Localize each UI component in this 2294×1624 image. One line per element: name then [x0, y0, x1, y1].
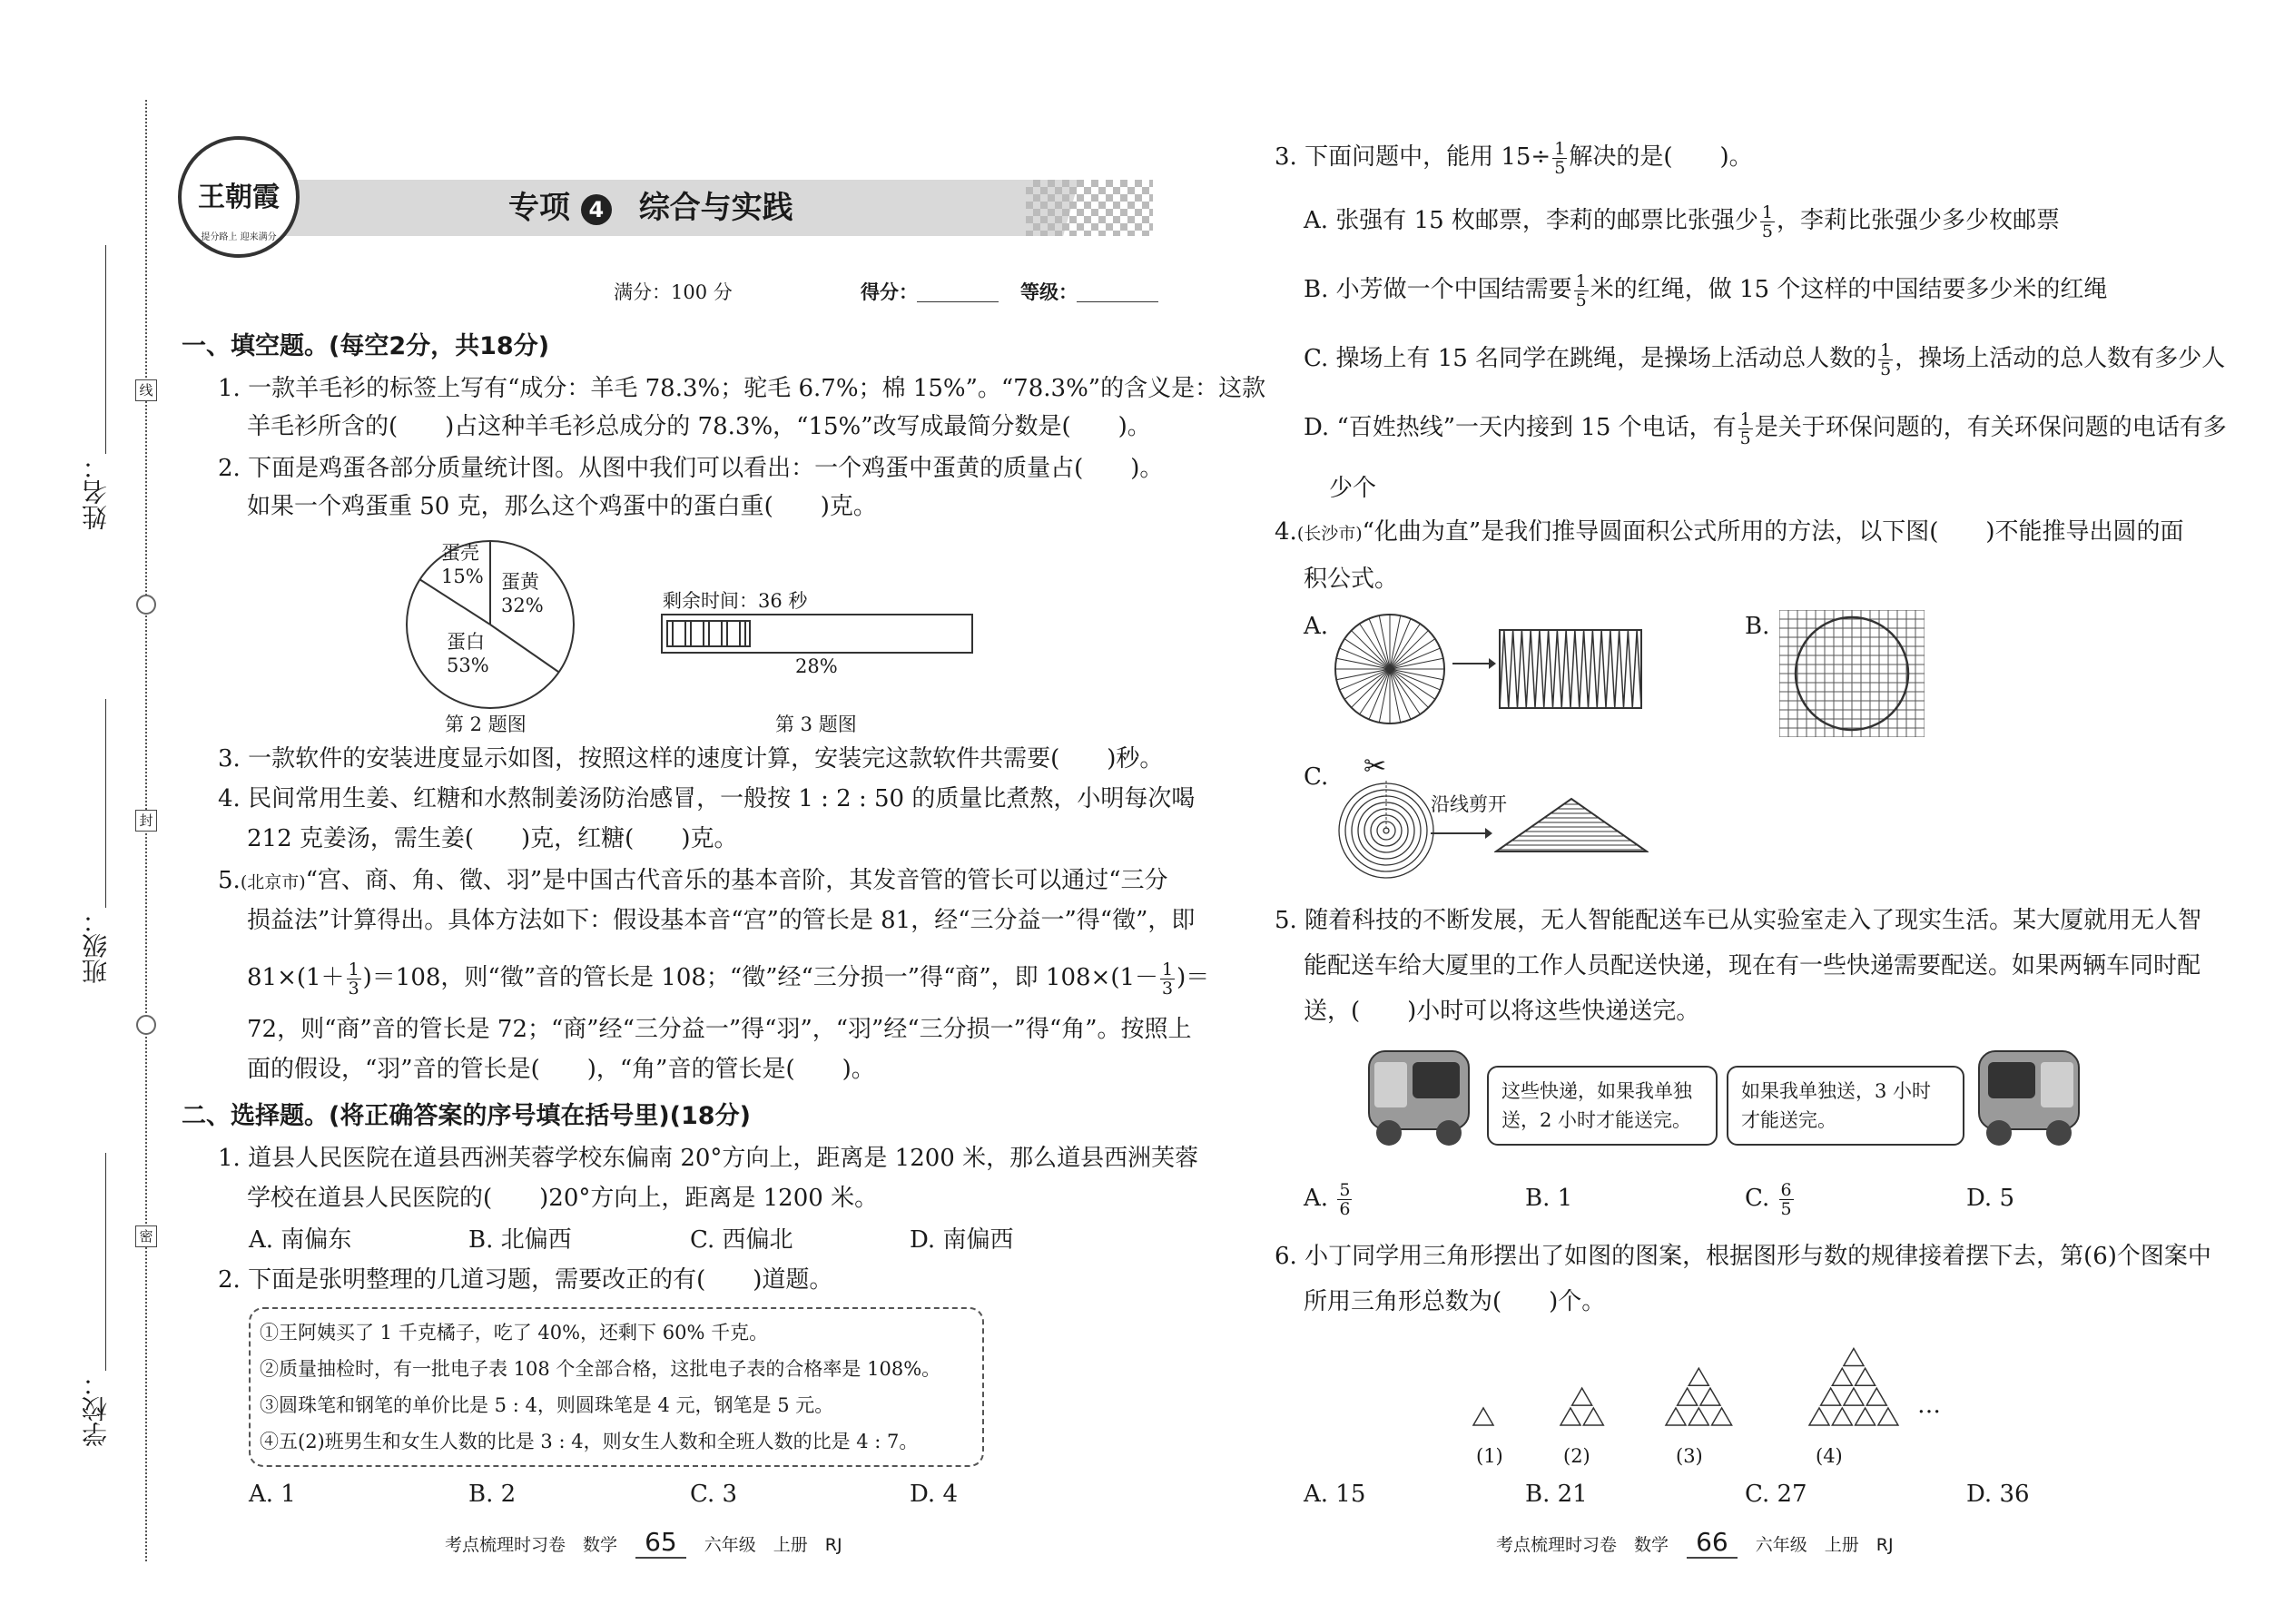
- title-prefix: 专项: [508, 190, 570, 226]
- seal-char-feng: 封: [135, 810, 157, 832]
- frac-den: 5: [1554, 157, 1566, 178]
- section1-heading: 一、填空题。(每空2分，共18分): [182, 332, 550, 360]
- logo-text: 王朝霞: [198, 182, 280, 213]
- q3-text: 3. 一款软件的安装进度显示如图，按照这样的速度计算，安装完这款软件共需要( )秒。: [218, 745, 1164, 773]
- r-q3-d-text1: D. “百姓热线”一天内接到 15 个电话，有: [1304, 414, 1737, 441]
- school-label: 学校：: [81, 1371, 111, 1447]
- c2-item-4: ④五(2)班男生和女生人数的比是 3 : 4，则女生人数和全班人数的比是 4 : 7。: [260, 1431, 919, 1452]
- pattern-triangle: [1583, 1408, 1603, 1425]
- footer-grade: 六年级 上册 RJ: [1755, 1535, 1894, 1555]
- pie-yolk-pct: 32%: [501, 595, 544, 616]
- q2-line1: 2. 下面是鸡蛋各部分质量统计图。从图中我们可以看出：一个鸡蛋中蛋黄的质量占( )。: [218, 455, 1164, 482]
- r-q4-line1: [1275, 516, 2184, 550]
- pie-yolk-label: 蛋黄: [501, 571, 539, 593]
- arrow-icon: [1451, 650, 1496, 677]
- frac-num: 1: [1739, 408, 1751, 429]
- frac-den: 3: [1162, 978, 1174, 999]
- r-q5-a-label: A.: [1304, 1185, 1329, 1212]
- q5-line3: [247, 955, 1209, 1000]
- delivery-vehicle-icon: [1968, 1042, 2086, 1151]
- r-q4-label-c[interactable]: C.: [1304, 763, 1329, 791]
- frac-num: 1: [1880, 340, 1892, 360]
- sector-line: [1390, 669, 1428, 707]
- sector-line: [1352, 669, 1390, 707]
- triangle-strips-figure: [1494, 797, 1649, 853]
- frac-den: 5: [1575, 290, 1587, 310]
- pattern-triangle: [1821, 1388, 1841, 1405]
- pattern-triangle: [1712, 1408, 1732, 1425]
- fig3-caption: 第 3 题图: [775, 714, 857, 735]
- title-banner-checker: [1026, 180, 1153, 236]
- rearranged-parallelogram-figure: [1498, 628, 1643, 710]
- r-q5-line2: 能配送车给大厦里的工作人员配送快递，现在有一些快递需要配送。如果两辆车同时配: [1304, 952, 2201, 979]
- frac-den: 3: [348, 978, 359, 999]
- r-q4-label-b[interactable]: B.: [1745, 613, 1770, 640]
- r-q3-c-text1: C. 操场上有 15 名同学在跳绳，是操场上活动总人数的: [1304, 345, 1877, 372]
- circle-sector-figure: [1331, 610, 1449, 728]
- c2-option-a[interactable]: A. 1: [249, 1481, 296, 1508]
- class-line[interactable]: [105, 699, 106, 908]
- c1-option-b[interactable]: B. 北偏西: [468, 1226, 572, 1254]
- page-number: 66: [1687, 1527, 1738, 1559]
- q1-line2: 羊毛衫所含的( )占这种羊毛衫总成分的 78.3%，“15%”改写成最简分数是( )。: [247, 413, 1151, 440]
- left-footer: [445, 1527, 842, 1559]
- r-q5-option-b[interactable]: B. 1: [1525, 1185, 1573, 1212]
- sector-line: [1352, 631, 1390, 669]
- c1-option-a[interactable]: A. 南偏东: [249, 1226, 352, 1254]
- binding-dot-icon: [136, 595, 156, 615]
- r-q3-b-text1: B. 小芳做一个中国结需要: [1304, 276, 1572, 303]
- footer-grade: 六年级 上册 RJ: [704, 1535, 842, 1555]
- c2-option-d[interactable]: D. 4: [910, 1481, 958, 1508]
- q1-line1: 1. 一款羊毛衫的标签上写有“成分：羊毛 78.3%；驼毛 6.7%；棉 15%”。“78.3%”的含义是：这款: [218, 375, 1266, 402]
- pattern-triangle: [1473, 1408, 1493, 1425]
- r-q3-option-c[interactable]: [1304, 336, 2225, 381]
- name-label: 姓名：: [81, 454, 111, 530]
- r-q3-option-a[interactable]: [1304, 198, 2060, 243]
- frac-num: 6: [1780, 1179, 1792, 1200]
- full-score: 满分：100 分: [614, 281, 733, 303]
- fraction-one-fifth: [1878, 341, 1893, 379]
- score-blank[interactable]: [917, 301, 999, 302]
- pattern-triangle: [1878, 1408, 1898, 1425]
- r-q3-b: 解决的是( )。: [1569, 143, 1753, 171]
- progress-percent: 28%: [795, 655, 838, 677]
- c1-option-d[interactable]: D. 南偏西: [910, 1226, 1014, 1254]
- pattern-ellipsis: …: [1917, 1392, 1941, 1419]
- circle-on-grid-figure: [1779, 610, 1925, 737]
- fraction-six-fifths: [1779, 1181, 1794, 1218]
- logo-badge: [178, 136, 300, 258]
- q5-l3c: )＝108，则“徵”音的管长是 108；“徵”经“三分损一”得“商”，即 108×: [362, 964, 1111, 991]
- c1-line1: 1. 道县人民医院在道县西洲芙蓉学校东偏南 20°方向上，距离是 1200 米，那么道县西洲芙蓉: [218, 1145, 1199, 1172]
- pattern-triangle: [1844, 1348, 1864, 1365]
- speech-bubble-1: [1487, 1066, 1718, 1146]
- fig2-caption: 第 2 题图: [445, 714, 527, 735]
- page-number: 65: [635, 1527, 686, 1559]
- pattern-triangle: [1572, 1388, 1592, 1405]
- fraction-one-fifth: [1760, 203, 1775, 241]
- q4-line1: 4. 民间常用生姜、红糖和水熬制姜汤防治感冒，一般按 1 : 2 : 50 的质量比煮熬，小明每次喝: [218, 785, 1196, 812]
- r-q4-number: 4.: [1275, 518, 1297, 546]
- class-label: 班级：: [81, 908, 111, 984]
- r-q6-option-d[interactable]: D. 36: [1966, 1481, 2030, 1508]
- pattern-triangle: [1832, 1368, 1852, 1385]
- frac-den: 5: [1880, 359, 1892, 379]
- pattern-triangle: [1856, 1408, 1876, 1425]
- r-q3-b-text2: 米的红绳，做 15 个这样的中国结要多少米的红绳: [1590, 276, 2108, 303]
- pattern-triangle: [1689, 1368, 1708, 1385]
- pie-shell-pct: 15%: [441, 566, 484, 587]
- c2-item-1: ①王阿姨买了 1 千克橘子，吃了 40%，还剩下 60% 千克。: [260, 1322, 769, 1343]
- r-q3-line: [1275, 134, 1753, 180]
- r-q6-line2: 所用三角形总数为( )个。: [1304, 1288, 1606, 1315]
- pie-divider: [490, 625, 558, 672]
- bubble2-line1: 如果我单独送，3 小时: [1741, 1080, 1932, 1102]
- fraction-one-fifth: [1552, 140, 1567, 177]
- frac-num: 1: [348, 959, 359, 979]
- r-q5-line1: 5. 随着科技的不断发展，无人智能配送车已从实验室走入了现实生活。某大厦就用无人智: [1275, 907, 2202, 934]
- progress-bar: [661, 614, 973, 654]
- pattern-triangle: [1809, 1408, 1829, 1425]
- r-q6-option-c[interactable]: C. 27: [1745, 1481, 1807, 1508]
- bubble2-line2: 才能送完。: [1741, 1109, 1836, 1131]
- pattern-triangle: [1856, 1368, 1876, 1385]
- section2-heading: 二、选择题。(将正确答案的序号填在括号里)(18分): [182, 1102, 751, 1130]
- frac-num: 1: [1162, 959, 1174, 979]
- concentric-circles-figure: [1336, 781, 1436, 881]
- name-line[interactable]: [105, 245, 106, 454]
- binding-dot-icon: [136, 1015, 156, 1035]
- r-q3-option-d-cont: 少个: [1329, 475, 1377, 502]
- arrow-icon: [1429, 822, 1492, 844]
- frac-den: 5: [1739, 428, 1751, 448]
- pie-white-label: 蛋白: [447, 631, 485, 653]
- r-q6-option-b[interactable]: B. 21: [1525, 1481, 1588, 1508]
- r-q3-a-text1: A. 张强有 15 枚邮票，李莉的邮票比张强少: [1304, 207, 1758, 234]
- q5-line5: 面的假设，“羽”音的管长是( )，“角”音的管长是( )。: [247, 1056, 875, 1083]
- c2-option-c[interactable]: C. 3: [690, 1481, 738, 1508]
- progress-remaining: 剩余时间：36 秒: [663, 590, 808, 612]
- q5-l3b: (1＋: [296, 964, 345, 991]
- r-q4-label-a[interactable]: A.: [1304, 613, 1329, 640]
- logo-banner: 提分路上 迎来满分: [201, 232, 277, 242]
- r-q5-option-c[interactable]: [1745, 1173, 1796, 1224]
- q5-line1-text: “宫、商、角、徵、羽”是中国古代音乐的基本音阶，其发音管的管长可以通过“三分: [305, 867, 1168, 894]
- pattern-label-2: (2): [1563, 1445, 1590, 1467]
- r-q5-option-d[interactable]: D. 5: [1966, 1185, 2014, 1212]
- right-footer: [1496, 1527, 1894, 1559]
- r-q3-c-text2: ，操场上活动的总人数有多少人: [1895, 345, 2226, 372]
- speech-bubble-2: [1727, 1066, 1964, 1146]
- sector-line: [1390, 631, 1428, 669]
- frac-num: 5: [1339, 1179, 1351, 1200]
- q5-line2: 损益法”计算得出。具体方法如下：假设基本音“宫”的管长是 81，经“三分益一”得“徵”，即: [247, 907, 1196, 934]
- fraction-one-fifth: [1738, 410, 1753, 448]
- pattern-triangle: [1666, 1408, 1686, 1425]
- title-number-badge: 4: [581, 194, 612, 225]
- q4-line2: 212 克姜汤，需生姜( )克，红糖( )克。: [247, 825, 738, 852]
- q5-l3e: )＝: [1177, 964, 1210, 991]
- seal-char-mi: 密: [135, 1225, 157, 1247]
- r-q4-line2: 积公式。: [1304, 566, 1399, 593]
- q5-region: (北京市): [240, 872, 306, 892]
- pattern-triangle: [1700, 1388, 1720, 1405]
- c2-option-b[interactable]: B. 2: [468, 1481, 517, 1508]
- fraction-one-fifth: [1574, 272, 1589, 310]
- bubble1-line2: 送，2 小时才能送完。: [1501, 1109, 1692, 1131]
- bubble1-line1: 这些快递，如果我单独: [1501, 1080, 1692, 1102]
- q2-line2: 如果一个鸡蛋重 50 克，那么这个鸡蛋中的蛋白重( )克。: [247, 493, 877, 520]
- pie-white-pct: 53%: [447, 655, 489, 676]
- q5-l3d: (1－: [1110, 964, 1159, 991]
- q5-l3a: 81×: [247, 964, 297, 991]
- pattern-triangle: [1561, 1408, 1580, 1425]
- school-line[interactable]: [105, 1153, 106, 1371]
- pattern-triangle: [1832, 1408, 1852, 1425]
- section-title: [508, 185, 793, 231]
- r-q3-option-b[interactable]: [1304, 267, 2107, 312]
- pie-shell-label: 蛋壳: [441, 542, 479, 564]
- frac-den: 5: [1780, 1198, 1792, 1219]
- progress-fill: [666, 620, 751, 647]
- c1-option-c[interactable]: C. 西偏北: [690, 1226, 793, 1254]
- fraction-one-third: [347, 960, 361, 998]
- frac-num: 1: [1554, 138, 1566, 159]
- r-q3-option-d[interactable]: [1304, 405, 2227, 450]
- frac-num: 1: [1575, 271, 1587, 291]
- fraction-one-third: [1160, 960, 1175, 998]
- pattern-label-1: (1): [1476, 1445, 1503, 1467]
- grade-blank[interactable]: [1077, 301, 1158, 302]
- c2-item-2: ②质量抽检时，有一批电子表 108 个全部合格，这批电子表的合格率是 108%。: [260, 1358, 941, 1380]
- r-q4-cut-label: 沿线剪开: [1431, 793, 1507, 815]
- r-q4-region: (长沙市): [1296, 524, 1363, 544]
- fraction-five-sixths: [1337, 1181, 1352, 1218]
- r-q3-d-text2: 是关于环保问题的，有关环保问题的电话有多: [1754, 414, 2227, 441]
- r-q3-a: 3. 下面问题中，能用 15÷: [1275, 143, 1551, 171]
- q5-number: 5.: [218, 867, 241, 894]
- c1-line2: 学校在道县人民医院的( )20°方向上，距离是 1200 米。: [247, 1185, 879, 1212]
- footer-book: 考点梳理时习卷 数学: [445, 1535, 618, 1555]
- r-q3-a-text2: ，李莉比张强少多少枚邮票: [1777, 207, 2061, 234]
- egg-pie-chart: [399, 534, 581, 715]
- r-q6-option-a[interactable]: A. 15: [1304, 1481, 1366, 1508]
- footer-book: 考点梳理时习卷 数学: [1496, 1535, 1669, 1555]
- q5-line1: [218, 864, 1168, 899]
- r-q6-line1: 6. 小丁同学用三角形摆出了如图的图案，根据图形与数的规律接着摆下去，第(6)个图案中: [1275, 1243, 2211, 1270]
- seal-char-xian: 线: [135, 379, 157, 401]
- r-q5-option-a[interactable]: [1304, 1173, 1354, 1224]
- pattern-triangle: [1678, 1388, 1698, 1405]
- score-label: 得分：: [861, 281, 918, 303]
- r-q5-line3: 送，( )小时可以将这些快递送完。: [1304, 998, 1700, 1025]
- pattern-label-3: (3): [1676, 1445, 1703, 1467]
- title-name: 综合与实践: [638, 190, 793, 226]
- pattern-triangle: [1866, 1388, 1886, 1405]
- pattern-triangle: [1689, 1408, 1708, 1425]
- triangle-pattern-figure: [1471, 1331, 1943, 1443]
- frac-den: 6: [1339, 1198, 1351, 1219]
- frac-num: 1: [1761, 202, 1774, 222]
- r-q4-text: “化曲为直”是我们推导圆面积公式所用的方法，以下图( )不能推导出圆的面: [1362, 518, 2184, 546]
- c2-text: 2. 下面是张明整理的几道习题，需要改正的有( )道题。: [218, 1266, 833, 1294]
- delivery-vehicle-icon: [1362, 1042, 1480, 1151]
- pattern-label-4: (4): [1816, 1445, 1843, 1467]
- grade-label: 等级：: [1020, 281, 1078, 303]
- c2-item-3: ③圆珠笔和钢笔的单价比是 5 : 4，则圆珠笔是 4 元，钢笔是 5 元。: [260, 1394, 834, 1416]
- pattern-triangle: [1844, 1388, 1864, 1405]
- scissors-icon: ✂: [1364, 751, 1387, 782]
- q5-line4: 72，则“商”音的管长是 72；“商”经“三分益一”得“羽”，“羽”经“三分损一”得“角”。按照上: [247, 1016, 1192, 1043]
- zigzag-path: [1500, 630, 1641, 708]
- frac-den: 5: [1761, 221, 1774, 241]
- r-q5-c-label: C.: [1745, 1185, 1770, 1212]
